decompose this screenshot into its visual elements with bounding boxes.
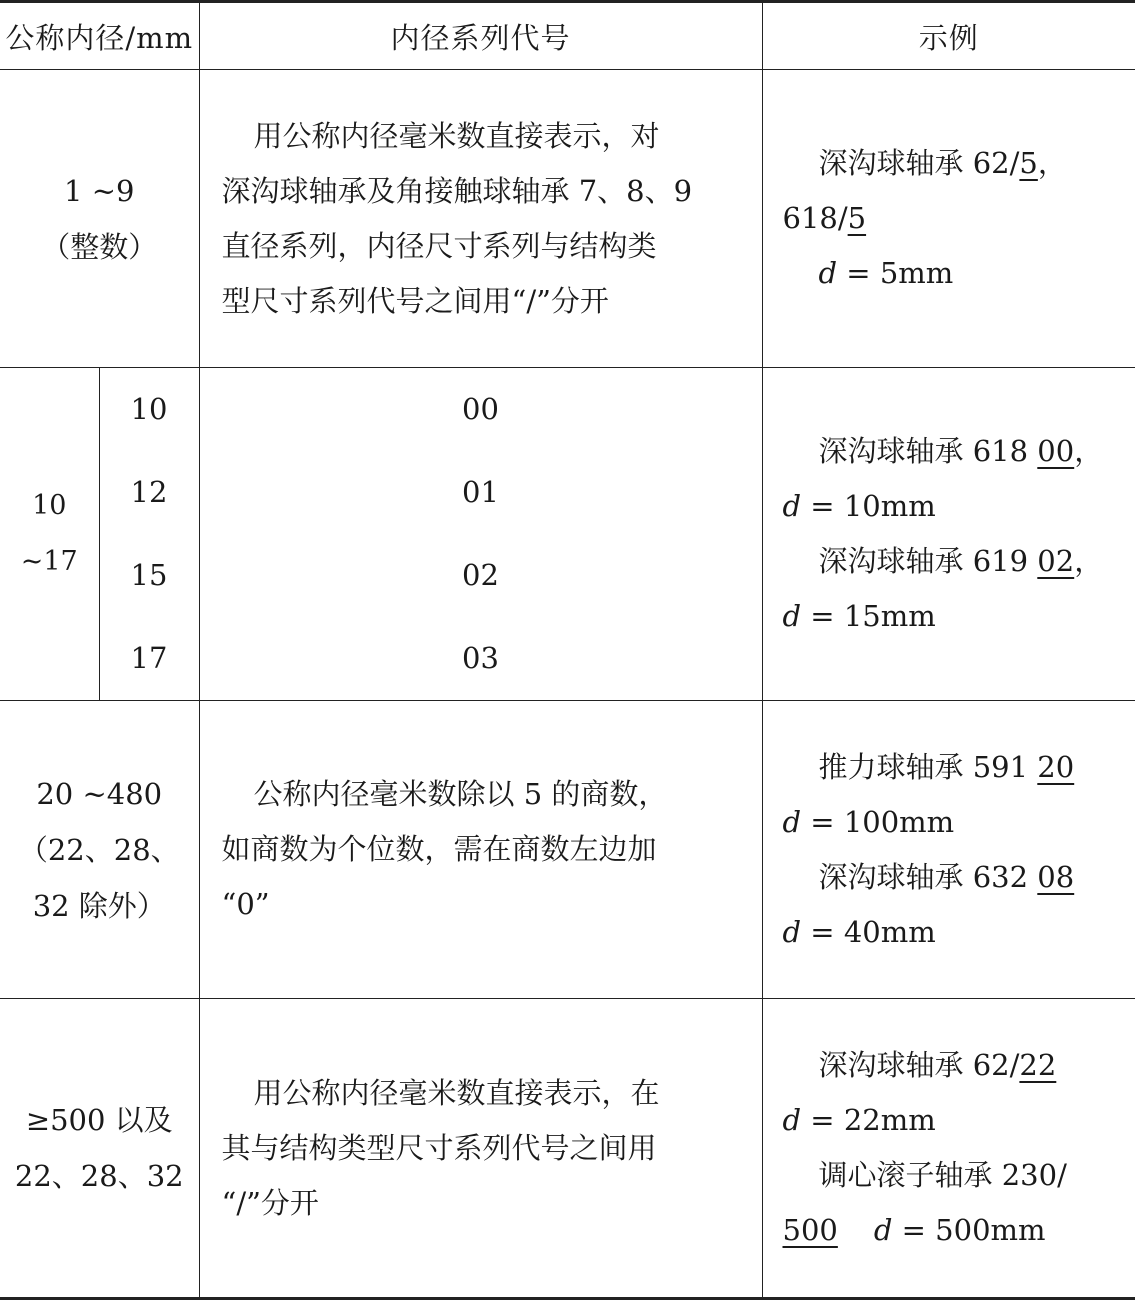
- cell-diameter: [0, 70, 199, 368]
- table-row-1-9: [0, 70, 1135, 368]
- bore-code: 00: [462, 392, 499, 426]
- example-line: [783, 1038, 1126, 1093]
- description-line: 如商数为个位数，需在商数左边加: [221, 832, 657, 866]
- example-line: [783, 534, 1126, 589]
- example-text: 深沟球轴承 618: [818, 434, 1038, 468]
- diameter-line: ≥500 以及: [25, 1103, 173, 1137]
- description-line: “0”: [221, 887, 270, 921]
- cell-description: [199, 70, 762, 368]
- table-header-row: [0, 2, 1135, 70]
- diameter-line: （22、28、: [18, 832, 180, 867]
- example-code: 08: [1037, 859, 1075, 894]
- symbol-d: d: [782, 914, 802, 949]
- cell-example: [762, 70, 1135, 368]
- description-line: 其与结构类型尺寸系列代号之间用: [221, 1130, 657, 1165]
- symbol-d: d: [782, 804, 802, 839]
- example-code: 5: [1019, 146, 1038, 180]
- header-example: 示例: [762, 2, 1135, 70]
- table-row-10-17: [0, 368, 1135, 701]
- symbol-d: d: [782, 1103, 802, 1137]
- table-row-20-480: [0, 701, 1135, 999]
- cell-diameter: [0, 701, 199, 999]
- diameter-line: 1 ~9: [64, 173, 135, 208]
- example-code: 00: [1037, 434, 1075, 468]
- example-line: [783, 479, 1126, 534]
- example-line: [783, 740, 1126, 795]
- cell-codes: [199, 368, 762, 701]
- example-line: [783, 1093, 1126, 1148]
- example-punct: ，: [1074, 434, 1104, 468]
- example-text: 推力球轴承 591: [818, 749, 1038, 784]
- example-line: [783, 905, 1126, 960]
- example-line: [783, 1203, 1126, 1258]
- example-line: [783, 424, 1126, 479]
- bore-code: 03: [462, 641, 499, 675]
- example-line: [783, 850, 1126, 905]
- example-code: 500: [782, 1213, 838, 1247]
- diameter-line: （整数）: [41, 229, 158, 264]
- example-value: = 22mm: [801, 1103, 936, 1137]
- description-line: 用公称内径毫米数直接表示，对: [253, 118, 660, 153]
- description-line: 深沟球轴承及角接触球轴承 7、8、9: [221, 173, 693, 208]
- cell-description: [199, 999, 762, 1299]
- example-text: 调心滚子轴承 230/: [818, 1158, 1067, 1192]
- header-nominal-bore: 公称内径/mm: [0, 2, 199, 70]
- example-line: [783, 191, 1126, 246]
- symbol-d: d: [873, 1213, 893, 1247]
- example-line: [783, 136, 1126, 191]
- description-line: 直径系列，内径尺寸系列与结构类: [221, 228, 657, 263]
- symbol-d: d: [782, 599, 802, 633]
- cell-diameter: [0, 999, 199, 1299]
- sub-diameter: 10: [130, 392, 168, 426]
- header-bore-code: 内径系列代号: [199, 2, 762, 70]
- diameter-line: 32 除外）: [32, 888, 166, 923]
- example-line: [783, 795, 1126, 850]
- example-text: 618/: [782, 201, 848, 235]
- description-line: 公称内径毫米数除以 5 的商数，: [253, 777, 668, 811]
- description-line: 用公称内径毫米数直接表示，在: [253, 1075, 660, 1110]
- cell-example: [762, 701, 1135, 999]
- example-text: 深沟球轴承 62/: [818, 146, 1020, 180]
- example-text: 深沟球轴承 632: [818, 859, 1038, 894]
- cell-range: 10 ~17: [0, 368, 99, 701]
- example-text: 深沟球轴承 619: [818, 544, 1038, 578]
- symbol-d: d: [782, 489, 802, 523]
- example-code: 02: [1037, 544, 1075, 578]
- bore-code: 01: [462, 475, 499, 509]
- example-line: [783, 589, 1126, 644]
- example-line: [783, 246, 1126, 301]
- table-row-500-plus: [0, 999, 1135, 1299]
- cell-sub-diameters: [99, 368, 199, 701]
- example-value: = 40mm: [801, 914, 936, 949]
- example-punct: ，: [1037, 146, 1067, 180]
- bore-code: 02: [462, 558, 499, 592]
- symbol-d: d: [818, 256, 838, 290]
- example-code: 20: [1037, 749, 1075, 784]
- sub-diameter: 17: [130, 641, 168, 675]
- diameter-line: 22、28、32: [14, 1159, 184, 1193]
- description-line: “/”分开: [221, 1185, 319, 1220]
- cell-example: [762, 999, 1135, 1299]
- diameter-line: 20 ~480: [36, 776, 163, 811]
- example-value: = 10mm: [801, 489, 936, 523]
- example-value: = 5mm: [837, 256, 954, 290]
- cell-description: [199, 701, 762, 999]
- example-code: 5: [847, 201, 867, 235]
- example-line: [783, 1148, 1126, 1203]
- example-punct: ，: [1074, 544, 1104, 578]
- example-text: 深沟球轴承 62/: [818, 1048, 1020, 1082]
- example-value: = 100mm: [801, 804, 955, 839]
- example-value: = 500mm: [892, 1213, 1046, 1247]
- sub-diameter: 15: [130, 558, 168, 592]
- sub-diameter: 12: [130, 475, 168, 509]
- description-line: 型尺寸系列代号之间用“/”分开: [221, 283, 609, 318]
- example-code: 22: [1019, 1048, 1057, 1082]
- cell-example: [762, 368, 1135, 701]
- example-value: = 15mm: [801, 599, 936, 633]
